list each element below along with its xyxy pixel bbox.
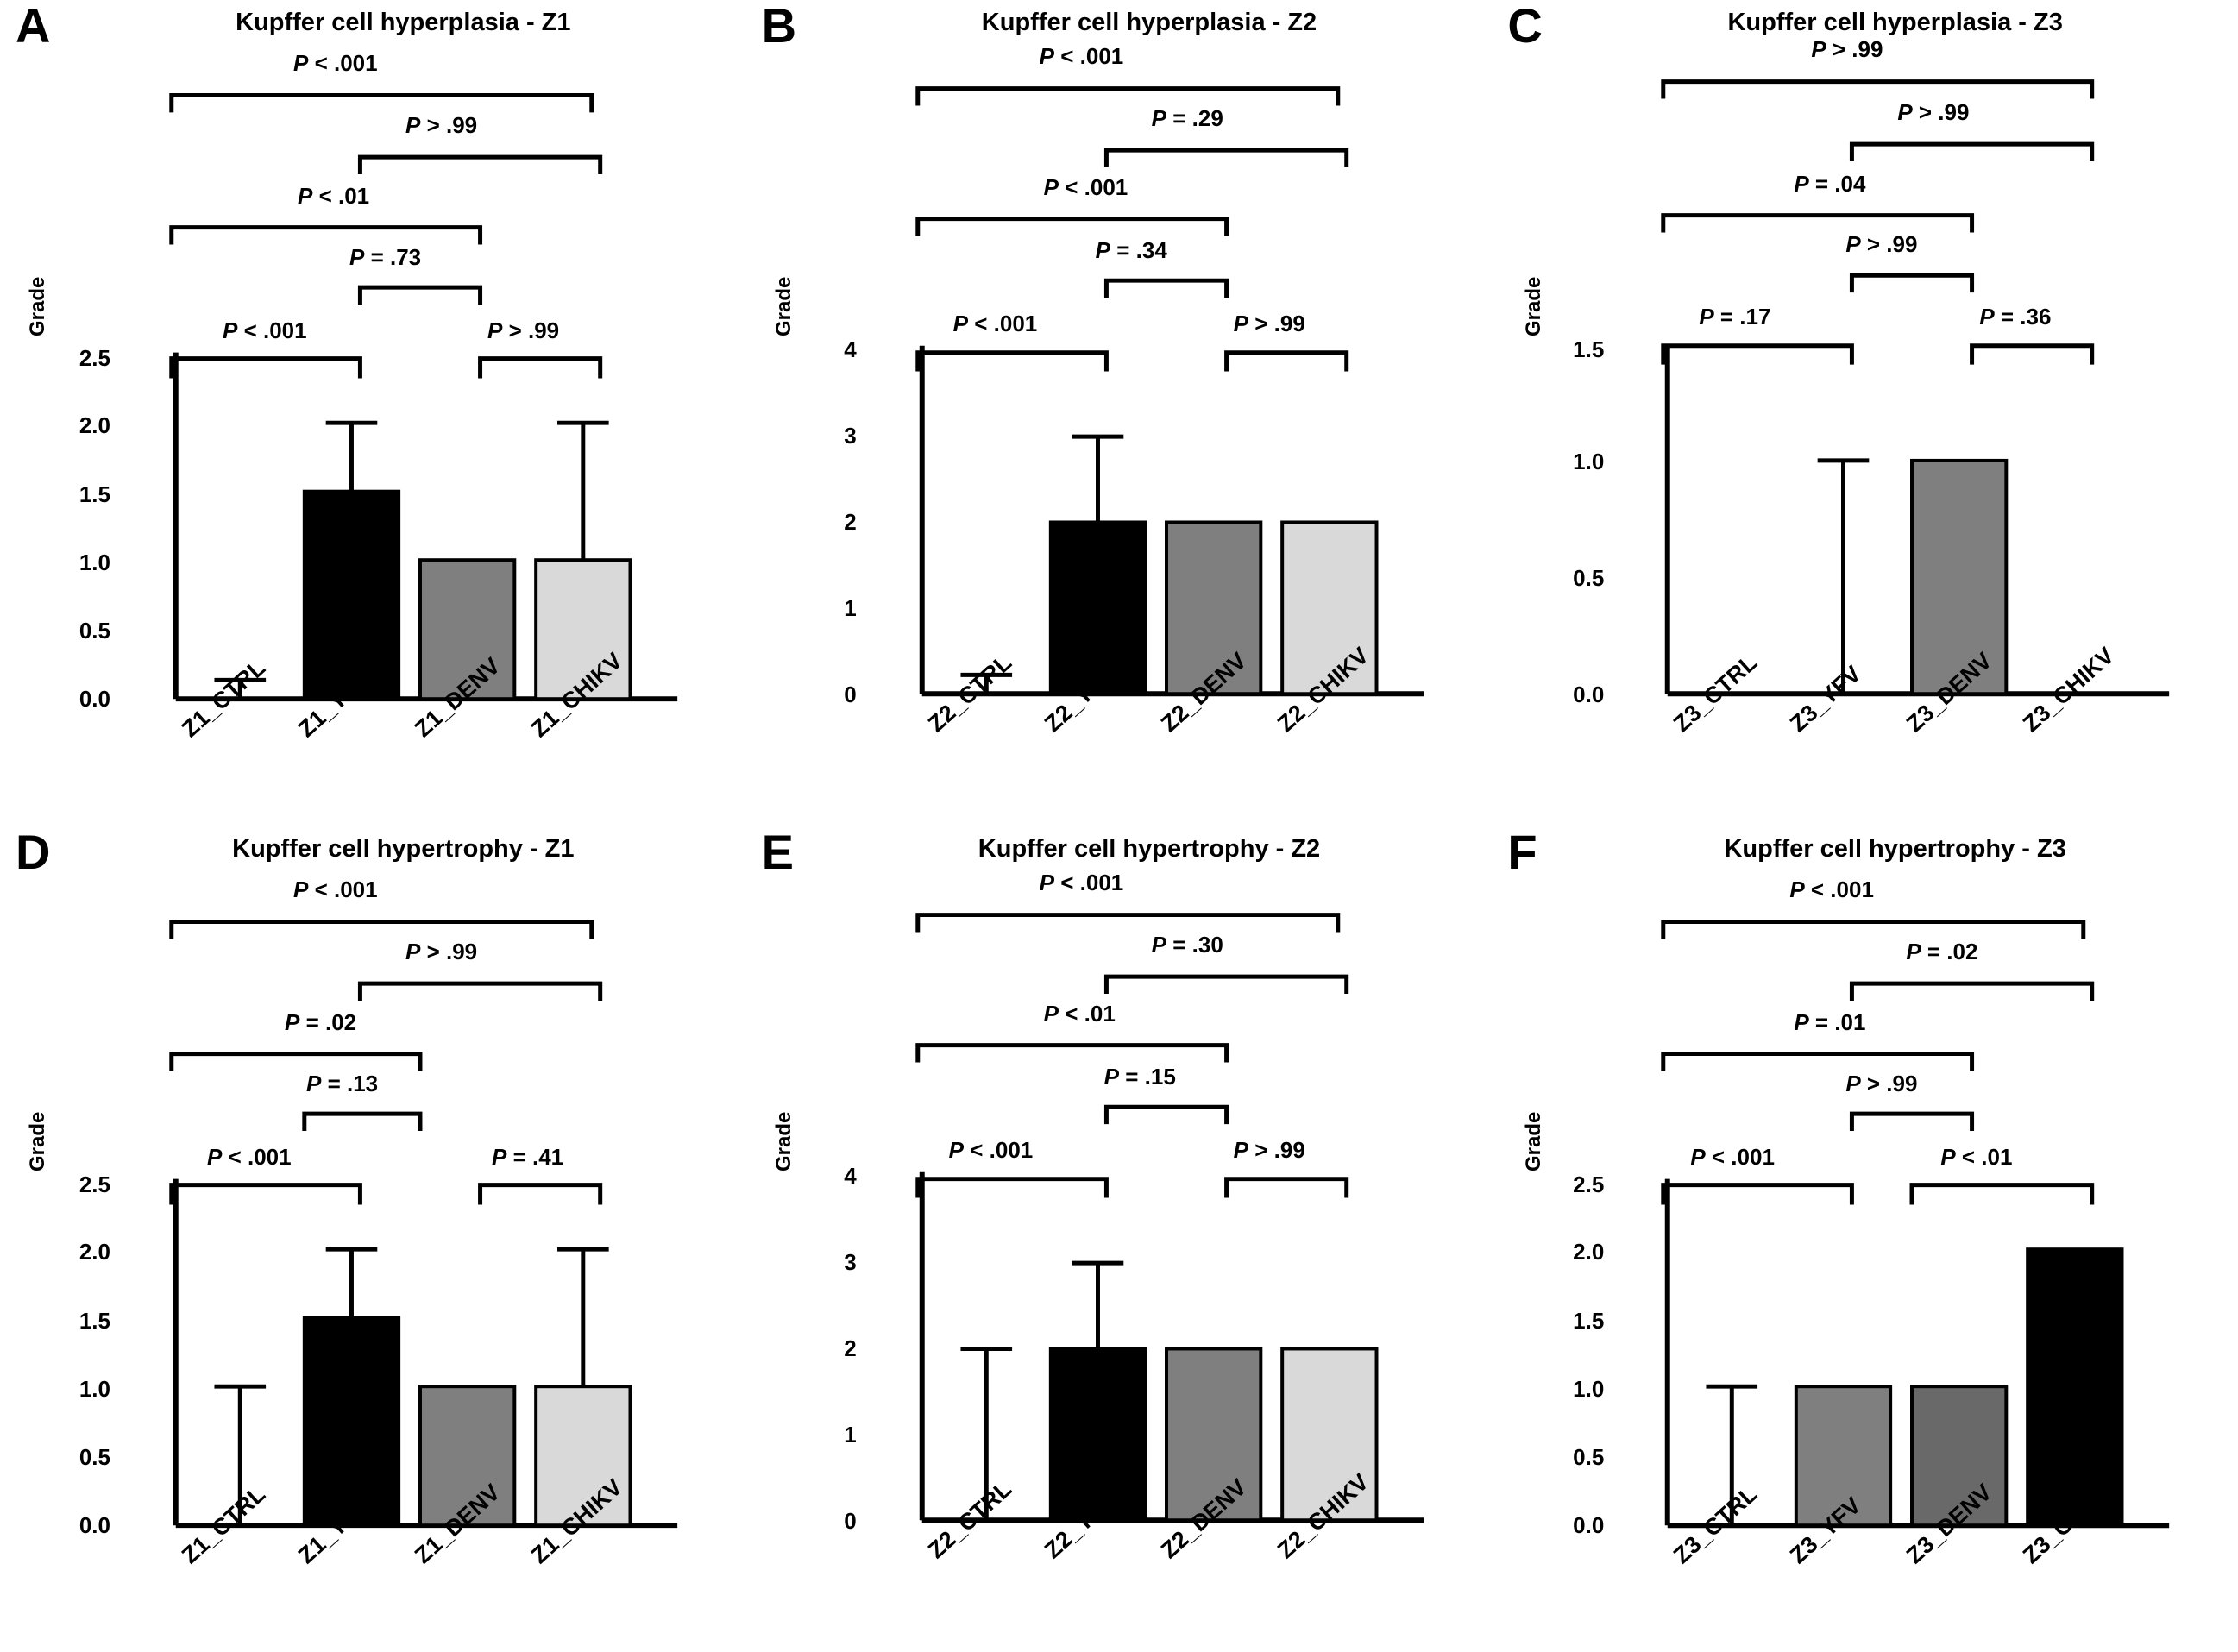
y-tick-a-0_0: 0.0 bbox=[79, 686, 110, 712]
x-label-f-yfv: Z3_YFV bbox=[1785, 1492, 1867, 1568]
pvalue-b-3: P < .001 bbox=[1043, 174, 1128, 200]
y-tick-b-1: 1 bbox=[844, 595, 857, 621]
y-tick-c-1_5: 1.5 bbox=[1573, 336, 1605, 362]
x-label-d-denv: Z1_DENV bbox=[410, 1479, 506, 1568]
y-tick-e-2: 2 bbox=[844, 1335, 857, 1361]
y-tick-b-2: 2 bbox=[844, 509, 857, 535]
pvalue-e-1: P < .001 bbox=[1039, 869, 1124, 895]
y-tick-d-1_5: 1.5 bbox=[79, 1307, 110, 1334]
plot-area-e bbox=[746, 826, 1493, 1652]
panel-letter-f: F bbox=[1507, 824, 1537, 879]
y-tick-d-0_5: 0.5 bbox=[79, 1443, 110, 1470]
plot-area-a bbox=[0, 0, 746, 826]
pvalue-a-2: P > .99 bbox=[405, 112, 478, 138]
x-label-z1-chikv: Z1_CHIKV bbox=[526, 647, 628, 743]
panel-e bbox=[746, 826, 1493, 1652]
x-label-z1-ctrl: Z1_CTRL bbox=[177, 654, 271, 743]
y-tick-c-0_0: 0.0 bbox=[1573, 682, 1605, 707]
pvalue-b-1: P < .001 bbox=[1039, 43, 1124, 69]
panel-letter-b: B bbox=[761, 0, 797, 53]
pvalue-e-4: P = .15 bbox=[1103, 1063, 1176, 1090]
plot-area-c bbox=[1492, 0, 2238, 826]
x-label-d-chikv: Z1_CHIKV bbox=[526, 1473, 628, 1568]
y-tick-d-2_0: 2.0 bbox=[79, 1238, 110, 1265]
x-label-z2-chikv: Z2_CHIKV bbox=[1272, 642, 1374, 738]
panel-letter-a: A bbox=[16, 0, 51, 53]
y-tick-d-1_0: 1.0 bbox=[79, 1375, 110, 1402]
pvalue-b-2: P = .29 bbox=[1151, 105, 1223, 131]
x-label-e-denv: Z2_DENV bbox=[1155, 1473, 1252, 1563]
panel-letter-d: D bbox=[16, 824, 51, 879]
x-label-z1-yfv: Z1_YFV bbox=[293, 665, 374, 743]
panel-b bbox=[746, 0, 1493, 826]
x-label-z3-yfv: Z3_YFV bbox=[1785, 660, 1867, 738]
panel-title-f: Kupffer cell hypertrophy - Z3 bbox=[1724, 834, 2066, 863]
pvalue-e-5: P < .001 bbox=[948, 1136, 1034, 1163]
panel-a bbox=[0, 0, 746, 826]
y-tick-f-0_5: 0.5 bbox=[1573, 1443, 1605, 1470]
pvalue-d-2: P > .99 bbox=[405, 938, 478, 964]
pvalue-d-6: P = .41 bbox=[492, 1143, 564, 1170]
y-tick-e-4: 4 bbox=[844, 1162, 857, 1189]
y-tick-a-1_5: 1.5 bbox=[79, 481, 110, 507]
y-tick-f-0_0: 0.0 bbox=[1573, 1511, 1605, 1538]
panel-d bbox=[0, 826, 746, 1652]
y-tick-a-1_0: 1.0 bbox=[79, 550, 110, 575]
panel-title-e: Kupffer cell hypertrophy - Z2 bbox=[978, 834, 1321, 863]
y-tick-f-2_0: 2.0 bbox=[1573, 1238, 1605, 1265]
x-label-f-chikv: Z3_CHIKV bbox=[2018, 1473, 2120, 1568]
pvalue-c-4: P > .99 bbox=[1845, 231, 1918, 257]
pvalue-c-6: P = .36 bbox=[1979, 304, 2052, 330]
x-label-e-ctrl: Z2_CTRL bbox=[922, 1475, 1016, 1563]
pvalue-a-6: P > .99 bbox=[487, 317, 560, 343]
y-tick-f-1_0: 1.0 bbox=[1573, 1375, 1605, 1402]
pvalue-f-1: P < .001 bbox=[1789, 876, 1874, 902]
y-tick-f-2_5: 2.5 bbox=[1573, 1171, 1605, 1197]
x-label-e-yfv: Z2_YFV bbox=[1039, 1486, 1121, 1563]
pvalue-b-6: P > .99 bbox=[1233, 311, 1305, 336]
x-label-z2-denv: Z2_DENV bbox=[1155, 647, 1252, 738]
x-label-z3-denv: Z3_DENV bbox=[1902, 647, 1997, 738]
y-tick-a-2_0: 2.0 bbox=[79, 412, 110, 438]
pvalue-f-5: P < .001 bbox=[1690, 1143, 1775, 1170]
panel-title-a: Kupffer cell hyperplasia - Z1 bbox=[236, 9, 571, 36]
y-axis-label-f: Grade bbox=[1522, 1111, 1546, 1171]
panel-title-d: Kupffer cell hypertrophy - Z1 bbox=[232, 834, 575, 863]
x-label-z1-denv: Z1_DENV bbox=[410, 652, 506, 743]
y-tick-a-2_5: 2.5 bbox=[79, 345, 110, 371]
y-axis-label-c: Grade bbox=[1522, 276, 1546, 336]
x-label-z2-yfv: Z2_YFV bbox=[1039, 660, 1121, 738]
y-axis-label-a: Grade bbox=[26, 276, 49, 336]
y-tick-c-1_0: 1.0 bbox=[1573, 449, 1605, 474]
y-axis-label-b: Grade bbox=[771, 276, 795, 336]
pvalue-e-6: P > .99 bbox=[1233, 1136, 1305, 1163]
y-tick-b-0: 0 bbox=[844, 682, 857, 707]
bar-z1-yfv-hyper bbox=[305, 1317, 399, 1525]
pvalue-c-3: P = .04 bbox=[1794, 171, 1866, 197]
pvalue-c-5: P = .17 bbox=[1699, 304, 1771, 330]
x-label-f-denv: Z3_DENV bbox=[1902, 1479, 1997, 1568]
pvalue-a-3: P < .01 bbox=[298, 183, 370, 209]
pvalue-f-2: P = .02 bbox=[1906, 938, 1978, 964]
pvalue-c-1: P > .99 bbox=[1811, 36, 1883, 62]
y-tick-e-3: 3 bbox=[844, 1248, 857, 1275]
panel-title-c: Kupffer cell hyperplasia - Z3 bbox=[1727, 9, 2063, 36]
pvalue-c-2: P > .99 bbox=[1897, 99, 1970, 125]
y-tick-b-3: 3 bbox=[844, 423, 857, 449]
pvalue-a-5: P < .001 bbox=[223, 317, 307, 343]
y-tick-e-0: 0 bbox=[844, 1507, 857, 1534]
pvalue-b-5: P < .001 bbox=[952, 311, 1038, 336]
x-label-d-yfv: Z1_YFV bbox=[293, 1492, 374, 1568]
pvalue-b-4: P = .34 bbox=[1095, 237, 1167, 263]
y-axis-label-d: Grade bbox=[26, 1111, 49, 1171]
panel-letter-e: E bbox=[761, 824, 795, 879]
x-label-z2-ctrl: Z2_CTRL bbox=[922, 649, 1016, 738]
y-tick-b-4: 4 bbox=[844, 336, 857, 362]
panel-f bbox=[1492, 826, 2238, 1652]
pvalue-e-3: P < .01 bbox=[1043, 1000, 1116, 1027]
x-label-f-ctrl: Z3_CTRL bbox=[1669, 1480, 1763, 1568]
plot-area-f bbox=[1492, 826, 2238, 1652]
pvalue-f-6: P < .01 bbox=[1940, 1143, 2013, 1170]
plot-area-b bbox=[746, 0, 1493, 826]
pvalue-e-2: P = .30 bbox=[1151, 931, 1223, 958]
panel-letter-c: C bbox=[1507, 0, 1543, 53]
pvalue-d-5: P < .001 bbox=[207, 1143, 292, 1170]
plot-area-d bbox=[0, 826, 746, 1652]
pvalue-a-1: P < .001 bbox=[293, 50, 378, 76]
pvalue-a-4: P = .73 bbox=[349, 244, 422, 270]
bar-z1-yfv bbox=[305, 492, 399, 700]
y-tick-e-1: 1 bbox=[844, 1421, 857, 1448]
y-tick-a-0_5: 0.5 bbox=[79, 618, 110, 644]
pvalue-f-4: P > .99 bbox=[1845, 1070, 1918, 1096]
bar-z3-denv bbox=[1912, 461, 2006, 694]
pvalue-d-1: P < .001 bbox=[293, 876, 378, 902]
y-axis-label-e: Grade bbox=[771, 1111, 795, 1171]
y-tick-d-2_5: 2.5 bbox=[79, 1171, 110, 1197]
x-label-d-ctrl: Z1_CTRL bbox=[177, 1480, 271, 1568]
pvalue-f-3: P = .01 bbox=[1794, 1008, 1866, 1035]
pvalue-d-3: P = .02 bbox=[285, 1008, 357, 1035]
y-tick-c-0_5: 0.5 bbox=[1573, 565, 1605, 591]
pvalue-d-4: P = .13 bbox=[306, 1070, 379, 1096]
panel-title-b: Kupffer cell hyperplasia - Z2 bbox=[981, 9, 1317, 36]
x-label-e-chikv: Z2_CHIKV bbox=[1272, 1468, 1374, 1563]
panel-c bbox=[1492, 0, 2238, 826]
y-tick-f-1_5: 1.5 bbox=[1573, 1307, 1605, 1334]
y-tick-d-0_0: 0.0 bbox=[79, 1511, 110, 1538]
x-label-z3-ctrl: Z3_CTRL bbox=[1669, 649, 1763, 738]
x-label-z3-chikv: Z3_CHIKV bbox=[2018, 642, 2120, 738]
